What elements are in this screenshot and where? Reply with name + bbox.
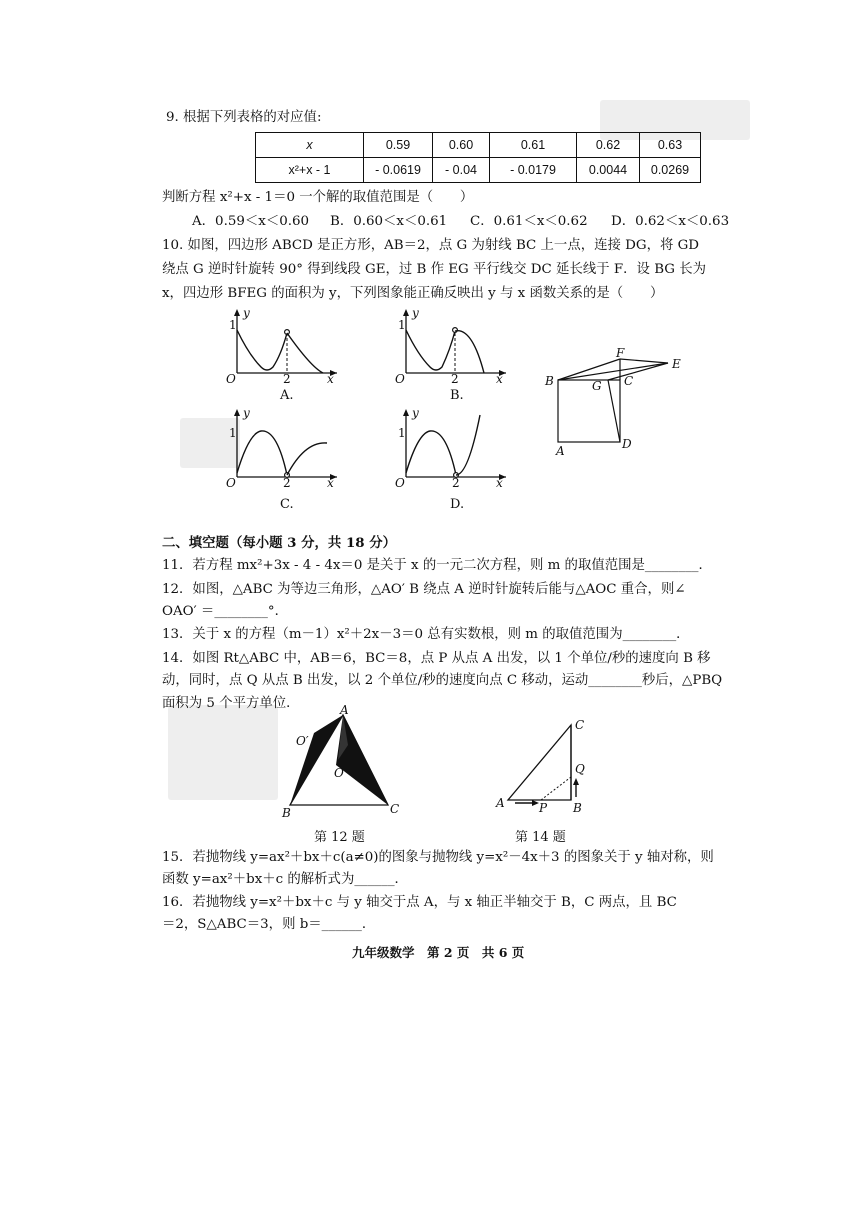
caption-a: A. [280,388,294,403]
q13: 13．关于 x 的方程（m－1）x²＋2x－3＝0 总有实数根，则 m 的取值范围为________． [162,627,690,642]
tick-label-one: 1 [229,318,237,332]
q12-line-2: OAO′ ＝________°． [162,604,288,619]
point-label-o: O [334,766,344,780]
q14-line-1: 14．如图 Rt△ABC 中，AB＝6，BC＝8，点 P 从点 A 出发，以 1 个单位/秒的速度向 B 移 [162,651,711,666]
square-figure [540,345,690,460]
tick-label-two: 2 [283,476,291,490]
figure-12-caption: 第 12 题 [314,830,365,845]
caption-d: D. [450,497,465,512]
q9-value-table [255,132,701,183]
table-cell: 0.0269 [640,158,701,183]
point-label-b: B [573,801,582,815]
tick-label-one: 1 [398,426,406,440]
axis-label-y: y [243,406,250,420]
point-label-c: C [624,374,634,388]
table-header-x: x [256,133,364,158]
q10-line-2: 绕点 G 逆时针旋转 90° 得到线段 GE，过 B 作 EG 平行线交 DC 延长线于 F．设 BG 长为 [162,262,707,277]
point-label-d: D [622,437,632,451]
origin-label: O [395,372,405,385]
table-cell: 0.63 [640,133,701,158]
table-cell: - 0.0619 [364,158,433,183]
axis-label-x: x [496,476,503,490]
tick-label-two: 2 [451,372,459,385]
page-footer: 九年级数学 第 2 页 共 6 页 [352,945,525,960]
q9-question: 判断方程 x²+x - 1＝0 一个解的取值范围是（ ） [162,190,474,205]
q16-line-1: 16．若抛物线 y=x²＋bx＋c 与 y 轴交于点 A，与 x 轴正半轴交于 B，C 两点，且 BC [162,895,677,910]
q14-line-3: 面积为 5 个平方单位． [162,696,300,711]
q9-option-c: C．0.61＜x＜0.62 [470,214,588,229]
origin-label: O [226,372,236,385]
point-label-q: Q [575,762,585,776]
table-cell: - 0.0179 [490,158,577,183]
table-cell: 0.59 [364,133,433,158]
table-header-expression: x²+x - 1 [256,158,364,183]
caption-b: B. [450,388,464,403]
point-label-b: B [282,806,291,820]
tick-label-one: 1 [398,318,406,332]
point-label-a: A [340,705,349,717]
point-label-g: G [592,379,602,393]
figure-12 [278,705,408,820]
tick-label-two: 2 [452,476,460,490]
tick-label-two: 2 [283,372,291,385]
axis-label-y: y [243,306,250,320]
table-cell: 0.62 [577,133,640,158]
origin-label: O [226,476,236,490]
q16-line-2: ＝2，S△ABC＝3，则 b＝______． [162,917,376,932]
q9-option-b: B．0.60＜x＜0.61 [330,214,448,229]
figure-14 [493,715,603,815]
point-label-c: C [390,802,400,816]
axis-label-y: y [412,406,419,420]
q9-option-d: D．0.62＜x＜0.63 [611,214,730,229]
axis-label-x: x [496,372,503,385]
table-cell: 0.61 [490,133,577,158]
point-label-a: A [496,796,505,810]
graph-d [384,405,514,490]
bleed-through-smudge [168,705,278,800]
tick-label-one: 1 [229,426,237,440]
graph-c [215,405,345,490]
graph-a [215,305,345,385]
q10-line-3: x，四边形 BFEG 的面积为 y，下列图象能正确反映出 y 与 x 函数关系的是（ ） [162,286,664,301]
q9-stem: 9. 根据下列表格的对应值: [166,110,322,125]
q11: 11．若方程 mx²+3x - 4 - 4x＝0 是关于 x 的一元二次方程，则 m 的取值范围是________． [162,558,712,573]
axis-label-x: x [327,372,334,385]
axis-label-y: y [412,306,419,320]
q12-line-1: 12．如图，△ABC 为等边三角形，△AO′ B 绕点 A 逆时针旋转后能与△AOC 重合，则∠ [162,582,686,597]
point-label-a: A [556,444,565,458]
q10-line-1: 10. 如图，四边形 ABCD 是正方形，AB＝2，点 G 为射线 BC 上一点，连接 DG，将 GD [162,238,700,253]
point-label-f: F [616,346,625,360]
q15-line-2: 函数 y=ax²＋bx＋c 的解析式为______． [162,872,408,887]
point-label-c: C [575,718,585,732]
q9-option-a: A．0.59＜x＜0.60 [192,214,310,229]
graph-b [384,305,514,385]
table-cell: 0.60 [433,133,490,158]
section-2-title: 二、填空题（每小题 3 分，共 18 分） [162,535,397,551]
figure-14-caption: 第 14 题 [515,830,566,845]
axis-label-x: x [327,476,334,490]
point-label-b: B [545,374,554,388]
table-cell: 0.0044 [577,158,640,183]
point-label-e: E [672,357,681,371]
point-label-o-prime: O′ [296,734,309,748]
origin-label: O [395,476,405,490]
caption-c: C. [280,497,294,512]
point-label-p: P [539,801,548,815]
q15-line-1: 15．若抛物线 y=ax²＋bx＋c(a≠0)的图象与抛物线 y=x²－4x＋3 的图象关于 y 轴对称，则 [162,850,714,865]
q14-line-2: 动，同时，点 Q 从点 B 出发，以 2 个单位/秒的速度向点 C 移动，运动________秒后，△PBQ [162,673,723,688]
table-cell: - 0.04 [433,158,490,183]
